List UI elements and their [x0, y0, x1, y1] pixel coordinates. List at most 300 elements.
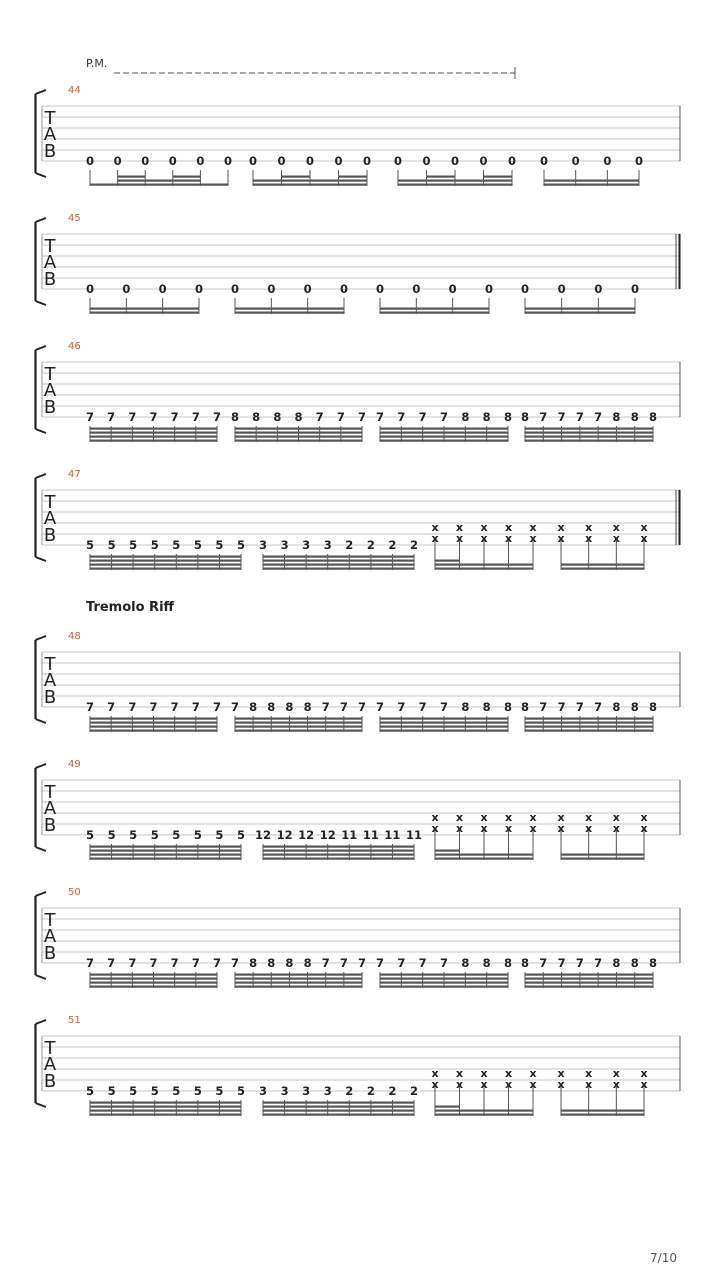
- note-beam: [299, 436, 320, 438]
- fret-number: 0: [267, 282, 276, 296]
- note-beam: [155, 564, 177, 566]
- note-beam: [271, 312, 307, 314]
- note-beam: [90, 560, 112, 562]
- tab-clef-letter: A: [43, 252, 57, 273]
- note-beam: [90, 718, 111, 720]
- note-beam: [175, 718, 196, 720]
- staff-system: [36, 1015, 681, 1116]
- note-beam: [635, 978, 653, 980]
- dead-note: x: [431, 822, 439, 835]
- note-beam: [349, 564, 371, 566]
- fret-number: 2: [388, 1084, 397, 1098]
- beat-group: [376, 956, 512, 988]
- note-beam: [235, 718, 253, 720]
- note-beam: [198, 556, 220, 558]
- fret-number: 7: [107, 700, 116, 714]
- fret-number: 7: [107, 410, 116, 424]
- note-beam: [487, 432, 508, 434]
- staff-system: [36, 631, 681, 732]
- fret-number: 5: [150, 1084, 159, 1098]
- note-beam: [328, 850, 350, 852]
- note-beam: [310, 184, 339, 186]
- measure-number: 44: [68, 85, 81, 96]
- note-beam: [112, 560, 134, 562]
- dead-note: x: [431, 1078, 439, 1091]
- fret-number: 11: [384, 828, 401, 842]
- fret-number: 7: [149, 410, 158, 424]
- note-beam: [155, 846, 177, 848]
- note-beam: [616, 1114, 644, 1116]
- beat-group: [231, 700, 366, 732]
- note-beam: [289, 726, 307, 728]
- beat-group: [521, 282, 639, 314]
- note-beam: [196, 978, 217, 980]
- note-beam: [219, 556, 241, 558]
- note-beam: [176, 564, 198, 566]
- staff-system: [36, 759, 681, 860]
- note-beam: [111, 436, 132, 438]
- note-beam: [562, 986, 580, 988]
- note-beam: [444, 428, 465, 430]
- fret-number: 8: [303, 700, 312, 714]
- note-beam: [635, 986, 653, 988]
- fret-number: 7: [170, 956, 179, 970]
- note-beam: [271, 718, 289, 720]
- note-beam: [371, 564, 393, 566]
- measure-number: 50: [68, 887, 81, 898]
- fret-number: 8: [648, 956, 658, 970]
- note-beam: [349, 568, 371, 570]
- note-beam: [196, 982, 217, 984]
- note-beam: [616, 726, 634, 728]
- note-beam: [90, 854, 112, 856]
- note-beam: [196, 436, 217, 438]
- staff-system: [36, 469, 681, 570]
- note-beam: [380, 978, 401, 980]
- dead-note: x: [455, 532, 464, 545]
- note-beam: [453, 312, 489, 314]
- note-beam: [598, 978, 616, 980]
- note-beam: [308, 308, 344, 310]
- note-beam: [465, 718, 486, 720]
- note-beam: [285, 854, 307, 856]
- note-beam: [544, 184, 576, 186]
- tab-clef-letter: A: [43, 926, 57, 947]
- fret-number: 5: [193, 828, 202, 842]
- dead-note: x: [585, 822, 593, 835]
- note-beam: [308, 726, 326, 728]
- note-beam: [154, 722, 175, 724]
- note-beam: [112, 858, 134, 860]
- note-beam: [401, 440, 422, 442]
- note-beam: [580, 718, 598, 720]
- note-beam: [308, 986, 326, 988]
- note-beam: [133, 1102, 155, 1104]
- note-beam: [175, 730, 196, 732]
- note-beam: [401, 428, 422, 430]
- note-beam: [598, 428, 616, 430]
- fret-number: 7: [85, 410, 95, 424]
- note-beam: [132, 974, 153, 976]
- note-beam: [453, 308, 489, 310]
- note-beam: [465, 730, 486, 732]
- note-beam: [271, 986, 289, 988]
- note-beam: [198, 564, 220, 566]
- note-beam: [416, 312, 452, 314]
- bracket-bottom-hook: [36, 301, 47, 305]
- note-beam: [154, 436, 175, 438]
- note-beam: [285, 846, 307, 848]
- dead-note: x: [585, 811, 593, 824]
- note-beam: [392, 846, 414, 848]
- note-beam: [344, 722, 362, 724]
- note-beam: [235, 312, 271, 314]
- fret-number: 8: [520, 410, 530, 424]
- note-beam: [112, 1110, 134, 1112]
- note-beam: [253, 184, 282, 186]
- fret-number: 2: [345, 1084, 354, 1098]
- note-beam: [543, 436, 561, 438]
- note-beam: [598, 730, 616, 732]
- note-beam: [607, 180, 639, 182]
- note-beam: [371, 1110, 393, 1112]
- fret-number: 7: [191, 700, 200, 714]
- bracket-top-hook: [36, 218, 47, 222]
- note-beam: [580, 722, 598, 724]
- bracket-top-hook: [36, 892, 47, 896]
- note-beam: [598, 440, 616, 442]
- note-beam: [444, 722, 465, 724]
- note-beam: [133, 858, 155, 860]
- note-beam: [635, 726, 653, 728]
- note-beam: [306, 1106, 328, 1108]
- note-beam: [635, 436, 653, 438]
- note-beam: [328, 846, 350, 848]
- note-beam: [196, 428, 217, 430]
- beat-group: [521, 410, 657, 442]
- note-beam: [344, 982, 362, 984]
- note-beam: [285, 564, 307, 566]
- note-beam: [349, 556, 371, 558]
- note-beam: [263, 854, 285, 856]
- tab-clef-letter: A: [43, 124, 57, 145]
- note-beam: [561, 1110, 589, 1112]
- note-beam: [90, 730, 111, 732]
- note-beam: [306, 1114, 328, 1116]
- note-beam: [465, 436, 486, 438]
- beat-group: [249, 154, 371, 186]
- note-beam: [271, 722, 289, 724]
- note-beam: [616, 978, 634, 980]
- note-beam: [219, 854, 241, 856]
- note-beam: [285, 1114, 307, 1116]
- note-beam: [543, 432, 561, 434]
- note-beam: [392, 564, 414, 566]
- tab-clef-letter: A: [43, 380, 57, 401]
- note-beam: [561, 564, 589, 566]
- dead-note: x: [640, 521, 648, 534]
- note-beam: [392, 1106, 414, 1108]
- dead-note: x: [455, 811, 464, 824]
- note-beam: [198, 1114, 220, 1116]
- fret-number: 0: [248, 154, 258, 168]
- note-beam: [562, 722, 580, 724]
- note-beam: [196, 722, 217, 724]
- note-beam: [392, 850, 414, 852]
- note-beam: [90, 1102, 112, 1104]
- fret-number: 12: [319, 828, 336, 842]
- note-beam: [580, 986, 598, 988]
- note-beam: [176, 1110, 198, 1112]
- note-beam: [90, 308, 126, 310]
- dead-note: x: [529, 532, 537, 545]
- fret-number: 7: [539, 410, 548, 424]
- note-beam: [320, 428, 341, 430]
- fret-number: 12: [276, 828, 293, 842]
- note-beam: [90, 568, 112, 570]
- fret-number: 0: [122, 282, 131, 296]
- note-beam: [306, 854, 328, 856]
- bracket-bottom-hook: [36, 1103, 47, 1107]
- note-beam: [509, 858, 534, 860]
- dead-note: x: [480, 1067, 488, 1080]
- fret-number: 8: [230, 410, 240, 424]
- fret-number: 0: [334, 154, 343, 168]
- note-beam: [423, 722, 444, 724]
- fret-number: 8: [503, 410, 513, 424]
- note-beam: [525, 730, 543, 732]
- dead-note: x: [504, 811, 513, 824]
- note-beam: [435, 1114, 460, 1116]
- fret-number: 7: [170, 410, 179, 424]
- note-beam: [401, 436, 422, 438]
- note-beam: [423, 726, 444, 728]
- note-beam: [635, 440, 653, 442]
- note-beam: [133, 854, 155, 856]
- fret-number: 8: [612, 956, 621, 970]
- note-beam: [525, 722, 543, 724]
- note-beam: [306, 564, 328, 566]
- note-beam: [271, 726, 289, 728]
- note-beam: [561, 568, 589, 570]
- note-beam: [219, 858, 241, 860]
- note-beam: [401, 718, 422, 720]
- note-beam: [176, 556, 198, 558]
- note-beam: [133, 850, 155, 852]
- fret-number: 2: [366, 538, 375, 552]
- fret-number: 7: [539, 956, 548, 970]
- note-beam: [308, 722, 326, 724]
- note-beam: [525, 982, 543, 984]
- note-beam: [589, 854, 617, 856]
- note-beam: [132, 440, 153, 442]
- note-beam: [308, 974, 326, 976]
- note-beam: [487, 428, 508, 430]
- measure-number: 47: [68, 469, 81, 480]
- note-beam: [401, 974, 422, 976]
- note-beam: [561, 854, 589, 856]
- fret-number: 8: [461, 956, 470, 970]
- note-beam: [133, 564, 155, 566]
- note-beam: [487, 982, 508, 984]
- fret-number: 7: [336, 410, 345, 424]
- note-beam: [544, 180, 576, 182]
- note-beam: [326, 982, 344, 984]
- note-beam: [132, 428, 153, 430]
- fret-number: 0: [230, 282, 240, 296]
- note-beam: [285, 1110, 307, 1112]
- note-beam: [175, 432, 196, 434]
- note-beam: [196, 726, 217, 728]
- note-beam: [371, 850, 393, 852]
- dead-note: x: [612, 521, 620, 534]
- note-beam: [616, 1110, 644, 1112]
- dead-note: x: [529, 822, 537, 835]
- note-beam: [423, 986, 444, 988]
- fret-number: 8: [252, 410, 261, 424]
- fret-number: 7: [375, 956, 385, 970]
- fret-number: 8: [503, 956, 513, 970]
- note-beam: [263, 1114, 285, 1116]
- note-beam: [392, 1102, 414, 1104]
- measure-number: 46: [68, 341, 81, 352]
- note-beam: [401, 432, 422, 434]
- note-beam: [126, 312, 162, 314]
- dead-note: x: [585, 1067, 593, 1080]
- note-beam: [111, 722, 132, 724]
- note-beam: [339, 176, 368, 178]
- note-beam: [155, 556, 177, 558]
- note-beam: [423, 730, 444, 732]
- note-beam: [543, 974, 561, 976]
- note-beam: [112, 846, 134, 848]
- fret-number: 0: [85, 282, 95, 296]
- note-beam: [380, 722, 401, 724]
- fret-number: 8: [285, 700, 294, 714]
- note-beam: [90, 556, 112, 558]
- note-beam: [235, 974, 253, 976]
- beat-group: [376, 700, 512, 732]
- note-beam: [219, 1110, 241, 1112]
- fret-number: 7: [191, 956, 200, 970]
- note-beam: [465, 440, 486, 442]
- fret-number: 7: [575, 956, 584, 970]
- note-beam: [589, 1114, 617, 1116]
- note-beam: [277, 428, 298, 430]
- note-beam: [423, 440, 444, 442]
- note-beam: [263, 846, 285, 848]
- fret-number: 7: [149, 700, 158, 714]
- fret-number: 8: [482, 410, 491, 424]
- note-beam: [616, 436, 634, 438]
- fret-number: 7: [557, 700, 566, 714]
- beat-group: [521, 700, 657, 732]
- beat-group: [86, 410, 221, 442]
- tab-clef-letter: B: [43, 943, 57, 964]
- fret-number: 7: [339, 700, 348, 714]
- fret-number: 3: [323, 1084, 332, 1098]
- fret-number: 0: [339, 282, 349, 296]
- note-beam: [112, 556, 134, 558]
- note-beam: [235, 440, 256, 442]
- note-beam: [392, 1110, 414, 1112]
- note-beam: [465, 978, 486, 980]
- note-beam: [176, 1106, 198, 1108]
- note-beam: [173, 180, 201, 182]
- note-beam: [175, 726, 196, 728]
- note-beam: [196, 440, 217, 442]
- note-beam: [145, 184, 173, 186]
- note-beam: [235, 726, 253, 728]
- note-beam: [616, 858, 644, 860]
- note-beam: [235, 722, 253, 724]
- page-number: 7/10: [650, 1251, 677, 1265]
- note-beam: [401, 722, 422, 724]
- note-beam: [306, 846, 328, 848]
- fret-number: 0: [603, 154, 612, 168]
- fret-number: 7: [557, 410, 566, 424]
- note-beam: [435, 568, 460, 570]
- note-beam: [133, 1114, 155, 1116]
- bracket-bottom-hook: [36, 975, 47, 979]
- dead-note: x: [640, 1078, 648, 1091]
- note-beam: [271, 982, 289, 984]
- note-beam: [543, 440, 561, 442]
- note-beam: [423, 974, 444, 976]
- dead-note: x: [557, 532, 565, 545]
- note-beam: [349, 858, 371, 860]
- note-beam: [444, 974, 465, 976]
- note-beam: [616, 440, 634, 442]
- note-beam: [90, 440, 111, 442]
- fret-number: 7: [594, 410, 603, 424]
- fret-number: 3: [302, 538, 311, 552]
- note-beam: [562, 718, 580, 720]
- note-beam: [562, 428, 580, 430]
- dead-note: x: [480, 822, 488, 835]
- note-beam: [90, 858, 112, 860]
- note-beam: [196, 730, 217, 732]
- tab-clef-letter: A: [43, 670, 57, 691]
- fret-number: 0: [393, 154, 403, 168]
- note-beam: [271, 978, 289, 980]
- note-beam: [176, 846, 198, 848]
- note-beam: [598, 982, 616, 984]
- note-beam: [444, 436, 465, 438]
- note-beam: [444, 982, 465, 984]
- note-beam: [465, 982, 486, 984]
- note-beam: [349, 850, 371, 852]
- note-beam: [289, 986, 307, 988]
- note-beam: [339, 180, 368, 182]
- note-beam: [525, 440, 543, 442]
- note-beam: [176, 858, 198, 860]
- note-beam: [299, 428, 320, 430]
- note-beam: [155, 1110, 177, 1112]
- note-beam: [132, 722, 153, 724]
- fret-number: 3: [258, 1084, 268, 1098]
- note-beam: [525, 978, 543, 980]
- note-beam: [285, 858, 307, 860]
- note-beam: [306, 1102, 328, 1104]
- note-beam: [562, 978, 580, 980]
- beat-group: [231, 410, 366, 442]
- note-beam: [460, 854, 485, 856]
- note-beam: [90, 850, 112, 852]
- note-beam: [598, 432, 616, 434]
- note-beam: [349, 854, 371, 856]
- fret-number: 7: [357, 700, 367, 714]
